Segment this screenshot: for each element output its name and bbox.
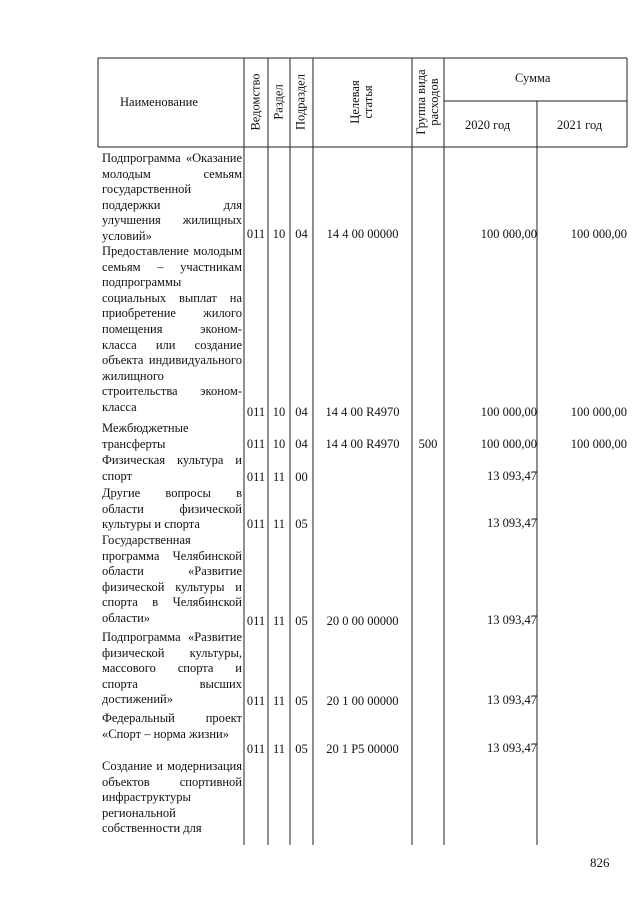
header-year-2020: 2020 год <box>465 118 511 132</box>
row-vedomstvo: 011 <box>246 470 266 484</box>
row-razdel: 10 <box>272 405 286 419</box>
header-celevaya-line2: статья <box>361 85 375 119</box>
header-podrazdel: Подраздел <box>293 74 308 130</box>
row-celevaya: 14 4 00 R4970 <box>325 405 400 419</box>
row-podrazdel: 04 <box>295 227 308 241</box>
row-celevaya: 20 0 00 00000 <box>326 614 399 628</box>
row-sum-2020: 13 093,47 <box>487 741 537 755</box>
row-name: Создание и модернизация объектов спортивной инфраструктуры региональной собственности для <box>102 759 242 836</box>
row-razdel: 10 <box>272 437 286 451</box>
row-vedomstvo: 011 <box>246 694 266 708</box>
row-celevaya: 20 1 P5 00000 <box>326 742 399 756</box>
header-celevaya-line1: Целевая <box>348 80 362 124</box>
row-celevaya: 20 1 00 00000 <box>326 694 399 708</box>
row-razdel: 11 <box>272 694 286 708</box>
row-sum-2020: 100 000,00 <box>480 227 537 241</box>
row-vedomstvo: 011 <box>246 437 266 451</box>
row-name: Подпрограмма «Развитие физической культуры, массового спорта и спорта высших достижений» <box>102 630 242 707</box>
row-name: Государственная программа Челябинской области «Развитие физической культуры и спорта в Челябинской области» <box>102 533 242 625</box>
row-podrazdel: 05 <box>295 742 308 756</box>
row-sum-2021: 100 000,00 <box>570 437 627 451</box>
row-podrazdel: 05 <box>295 614 308 628</box>
header-razdel: Раздел <box>271 84 286 120</box>
row-podrazdel: 00 <box>295 470 308 484</box>
row-name: Федеральный проект «Спорт – норма жизни» <box>102 711 242 741</box>
row-podrazdel: 04 <box>295 405 308 419</box>
row-name: Межбюджетные трансферты <box>102 421 189 451</box>
row-name: Другие вопросы в области физической культуры и спорта <box>102 486 242 532</box>
row-razdel: 11 <box>272 517 286 531</box>
header-vedomstvo: Ведомство <box>248 73 263 131</box>
row-sum-2020: 13 093,47 <box>487 613 537 627</box>
header-gruppa <box>415 69 441 134</box>
row-razdel: 11 <box>272 470 286 484</box>
row-celevaya: 14 4 00 00000 <box>326 227 399 241</box>
row-vedomstvo: 011 <box>246 742 266 756</box>
row-sum-2021: 100 000,00 <box>570 227 627 241</box>
row-razdel: 10 <box>272 227 286 241</box>
row-gruppa: 500 <box>418 437 438 451</box>
row-name: Подпрограмма «Оказание молодым семьям государственной поддержки для улучшения жилищных условий» <box>102 151 242 243</box>
row-sum-2020: 100 000,00 <box>480 437 537 451</box>
row-podrazdel: 05 <box>295 694 308 708</box>
header-year-2021: 2021 год <box>557 118 603 132</box>
row-sum-2020: 100 000,00 <box>480 405 537 419</box>
row-vedomstvo: 011 <box>246 614 266 628</box>
page-number: 826 <box>590 855 610 870</box>
row-name: Физическая культура и спорт <box>102 453 242 483</box>
header-name: Наименование <box>120 95 198 109</box>
header-gruppa-line2: расходов <box>427 78 441 126</box>
row-sum-2021: 100 000,00 <box>570 405 627 419</box>
header-celevaya <box>349 80 375 123</box>
row-sum-2020: 13 093,47 <box>487 693 537 707</box>
row-podrazdel: 04 <box>295 437 308 451</box>
row-vedomstvo: 011 <box>246 517 266 531</box>
header-gruppa-line1: Группа вида <box>414 69 428 135</box>
row-celevaya: 14 4 00 R4970 <box>325 437 400 451</box>
header-summa: Сумма <box>515 71 551 85</box>
row-vedomstvo: 011 <box>246 227 266 241</box>
row-razdel: 11 <box>272 614 286 628</box>
row-sum-2020: 13 093,47 <box>487 469 537 483</box>
row-sum-2020: 13 093,47 <box>487 516 537 530</box>
row-vedomstvo: 011 <box>246 405 266 419</box>
row-name: Предоставление молодым семьям – участникам подпрограммы социальных выплат на приобретение жилого помещения эконом-класса или создание объекта индивидуального жилищного строительства эконом-класса <box>102 244 242 414</box>
row-podrazdel: 05 <box>295 517 308 531</box>
row-razdel: 11 <box>272 742 286 756</box>
